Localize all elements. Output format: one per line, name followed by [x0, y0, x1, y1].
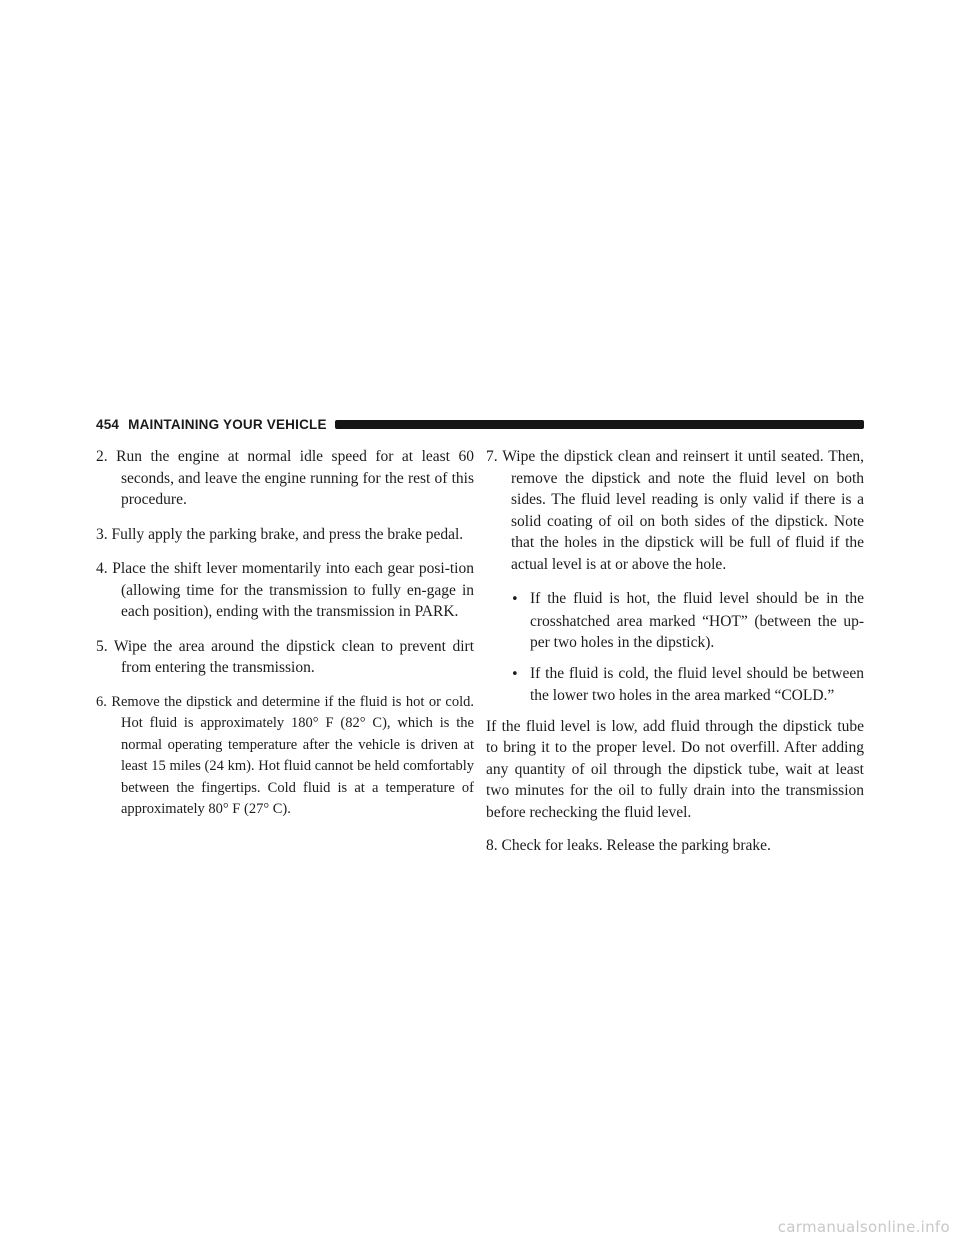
watermark: carmanualsonline.info	[777, 1218, 950, 1236]
header-rule	[335, 420, 864, 429]
step-3: 3. Fully apply the parking brake, and press the brake pedal.	[96, 525, 464, 543]
step-2: 2. Run the engine at normal idle speed for at least 60 seconds, and leave the engine running for the rest of this procedure.	[96, 448, 474, 508]
step-4: 4. Place the shift lever momentarily into each gear posi-tion (allowing time for the transmission to fully en-gage in each position), ending with the transmission in PARK.	[96, 560, 474, 620]
step-8: 8. Check for leaks. Release the parking brake.	[486, 837, 771, 854]
page-header	[96, 414, 864, 434]
step-6: 6. Remove the dipstick and determine if the fluid is hot or cold. Hot fluid is approximately 180° F (82° C), which is the normal operating temperature after the vehicle is driven at least 15 miles (24 km). Hot fluid cannot be held comfortably between the fingertips. Cold fluid is at a temperature of approximately 80° F (27° C).	[96, 693, 474, 817]
bullet-dot-icon: •	[511, 666, 519, 682]
page-number: 454	[96, 416, 120, 432]
bullet-cold-text: If the fluid is cold, the fluid level should be between the lower two holes in the area marked “COLD.”	[530, 664, 864, 704]
left-column	[96, 446, 474, 834]
bullet-hot	[511, 588, 864, 654]
bullet-cold	[511, 663, 864, 707]
right-column	[486, 446, 864, 870]
step-5: 5. Wipe the area around the dipstick clean to prevent dirt from entering the transmission.	[96, 637, 474, 676]
bullet-dot-icon: •	[511, 592, 519, 607]
step-7: 7. Wipe the dipstick clean and reinsert it until seated. Then, remove the dipstick and note the fluid level on both sides. The fluid level reading is only valid if there is a solid coating of oil on both sides of the dipstick. Note that the holes in the dipstick will be full of fluid if the actual level is at or above the hole.	[486, 448, 864, 573]
section-title: MAINTAINING YOUR VEHICLE	[128, 416, 327, 432]
low-fluid-paragraph: If the fluid level is low, add fluid through the dipstick tube to bring it to the proper level. Do not overfill. After adding any quantity of oil through the dipstick tube, wait at least two minutes for the oil to fully drain into the transmission before rechecking the fluid level.	[486, 717, 864, 821]
bullet-hot-text: If the fluid is hot, the fluid level should be in the crosshatched area marked “HOT” (between the up-per two holes in the dipstick).	[530, 590, 864, 651]
